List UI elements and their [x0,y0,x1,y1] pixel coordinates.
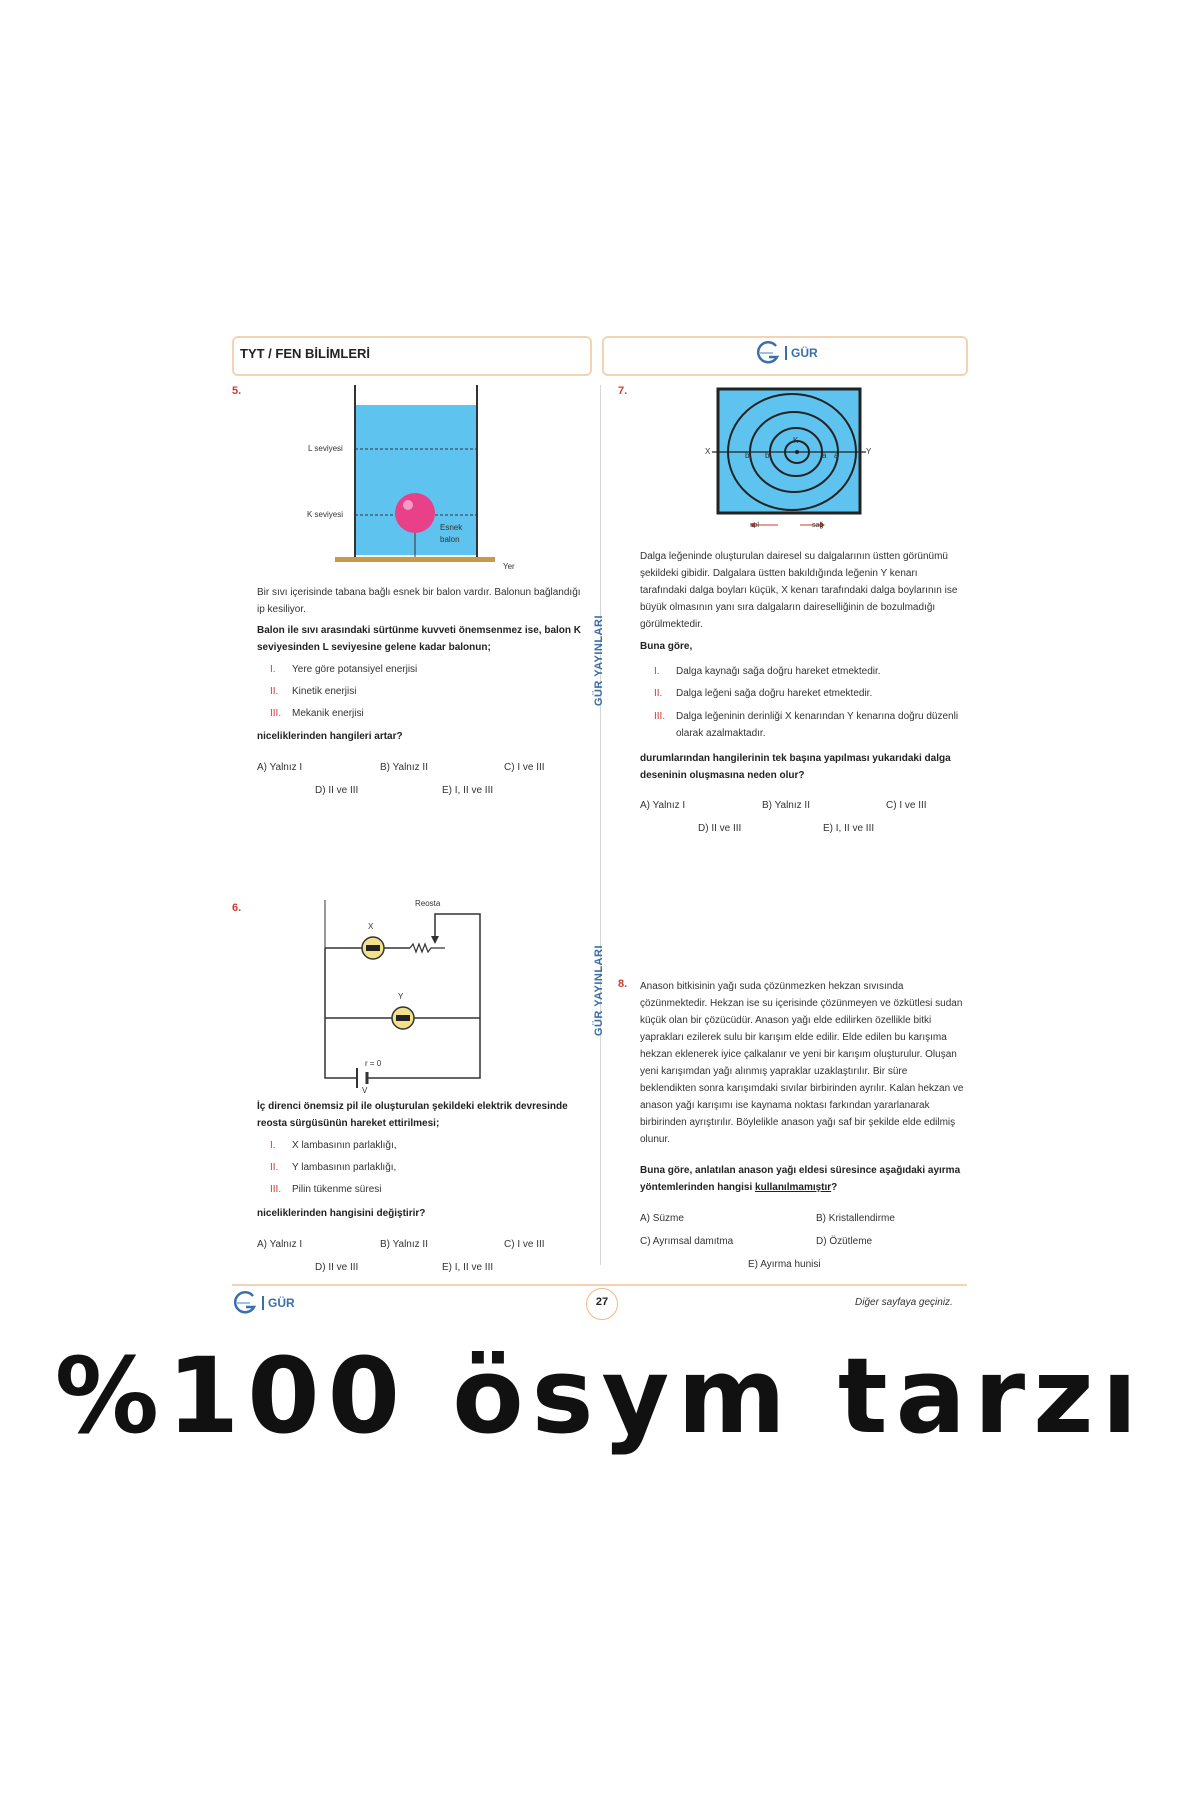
q6-v-label: V [362,1086,368,1095]
q6-reosta-label: Reosta [415,899,441,908]
q7-option-d[interactable]: D) II ve III [698,823,742,834]
q5-l-level: L seviyesi [308,444,343,453]
q8-option-a[interactable]: A) Süzme [640,1213,684,1224]
q6-r-label: r = 0 [365,1059,382,1068]
logo-g-icon [755,340,781,366]
q7-y-label: Y [866,447,872,456]
page-number: 27 [595,1296,609,1308]
list-item: III. Pilin tükenme süresi [270,1184,382,1195]
q5-k-level: K seviyesi [307,510,344,519]
balloon-icon [395,493,435,533]
q6-x-label: X [368,922,374,931]
q5-number: 5. [232,385,242,397]
q8-option-d[interactable]: D) Özütleme [816,1236,873,1247]
q7-b1-label: b [745,451,750,460]
q7-left-label: sol [750,522,759,529]
q6-option-e[interactable]: E) I, II ve III [442,1262,494,1273]
q7-k-label: K [793,436,799,445]
q7-a2-label: a [834,451,839,460]
q7-option-c[interactable]: C) I ve III [886,800,927,811]
q8-option-c[interactable]: C) Ayrımsal damıtma [640,1236,734,1247]
q5-option-d[interactable]: D) II ve III [315,785,359,796]
q6-y-label: Y [398,992,404,1001]
q5-balloon-label: Esnek balon [440,523,463,544]
list-item: III. Dalga leğeninin derinliği X kenarından Y kenarına doğru düzenli olarak azalmaktadır. [654,711,959,739]
q6-option-d[interactable]: D) II ve III [315,1262,359,1273]
list-item: II. Dalga leğeni sağa doğru hareket etmektedir. [654,688,873,699]
q7-lead: Buna göre, [640,641,693,652]
q7-a1-label: a [822,451,827,460]
list-item: II. Kinetik enerjisi [270,686,357,697]
q7-number: 7. [618,385,628,397]
q7-question: durumlarından hangilerinin tek başına yapılması yukarıdaki dalga deseninin oluşmasına neden olur? [640,753,951,781]
q6-bold: İç direnci önemsiz pil ile oluşturulan şekildeki elektrik devresinde reosta sürgüsünün hareket ettirilmesi; [257,1101,568,1129]
q6-question: niceliklerinden hangisini değiştirir? [257,1208,426,1219]
footer-logo [232,1290,295,1316]
list-item: I. X lambasının parlaklığı, [270,1140,397,1151]
q5-figure [295,385,515,580]
footer-line [232,1284,967,1286]
q7-option-a[interactable]: A) Yalnız I [640,800,686,811]
q6-option-b[interactable]: B) Yalnız II [380,1239,428,1250]
list-item: II. Y lambasının parlaklığı, [270,1162,397,1173]
q5-items [270,659,417,725]
q8-number: 8. [618,978,628,990]
banner-text: %100 ösym tarzı [54,1335,1146,1457]
next-page-note: Diğer sayfaya geçiniz. [855,1297,953,1308]
q7-wave-figure [700,385,880,535]
list-item: III. Mekanik enerjisi [270,708,364,719]
list-item: I. Yere göre potansiyel enerjisi [270,664,418,675]
q5-option-a[interactable]: A) Yalnız I [257,762,303,773]
q6-option-c[interactable]: C) I ve III [504,1239,545,1250]
side-logo-top: GÜR YAYINLARI [593,615,605,707]
q7-items [654,661,966,742]
q5-text: Bir sıvı içerisinde tabana bağlı esnek bir balon vardır. Balonun bağlandığı ip kesiliyor. [257,587,581,615]
header-logo [755,340,818,366]
q7-option-e[interactable]: E) I, II ve III [823,823,875,834]
logo-g-icon [232,1290,258,1316]
q5-bold: Balon ile sıvı arasındaki sürtünme kuvveti önemsenmez ise, balon K seviyesinden L seviyesine gelene kadar balonun; [257,625,581,653]
q7-b2-label: b [765,451,770,460]
q5-option-b[interactable]: B) Yalnız II [380,762,428,773]
q5-question: niceliklerinden hangileri artar? [257,731,403,742]
q5-option-c[interactable]: C) I ve III [504,762,545,773]
q5-ground-label: Yer [503,562,515,571]
q7-right-label: sağ [812,522,824,529]
q6-number: 6. [232,902,242,914]
subject-title: TYT / FEN BİLİMLERİ [240,346,370,361]
q8-option-e[interactable]: E) Ayırma hunisi [748,1259,821,1270]
q7-x-label: X [705,447,711,456]
q7-text: Dalga leğeninde oluşturulan dairesel su dalgalarının üstten görünümü şekildeki gibidir. Dalgalara üstten bakıldığında leğenin Y kenarı tarafındaki dalga boyları küçük, X kenarı tarafındaki dalga boylarının ise büyük olmasının yanı sıra dalgaların daireselliğinin de bozulmadığı görülmektedir. [640,551,958,630]
q8-text: Anason bitkisinin yağı suda çözünmezken hekzan sıvısında çözünmektedir. Hekzan ise su içerisinde çözünmeyen ve özkütlesi sudan küçük olan bir çözücüdür. Anason yağı elde edilirken özellikle bitki yaprakları ezilerek sulu bir karışım elde edilir. Elde edilen bu karışıma hekzan eklenerek iyice çalkalanır ve yeni bir karışım oluşturulur. Oluşan yeni karışımdan yağı alınmış yapraklar uzaklaştırılır. Bir süre beklendikten sonra karışımdaki sıvılar birbirinden ayrılır. Kalan hekzan ve anason yağı karışımı ise kaynama noktası farkından yararlanarak birbirinden ayrıştırılır. Böylelikle anason yağı saf bir şekilde elde edilmiş olunur. [640,981,964,1145]
q6-items [270,1135,397,1201]
q5-option-e[interactable]: E) I, II ve III [442,785,494,796]
logo-text: GÜR [262,1296,295,1310]
q7-option-b[interactable]: B) Yalnız II [762,800,810,811]
logo-text: GÜR [785,346,818,360]
q8-question: Buna göre, anlatılan anason yağı eldesi süresince aşağıdaki ayırma yöntemlerinden hangisi kullanılmamıştır? [640,1165,961,1193]
q8-option-b[interactable]: B) Kristallendirme [816,1213,895,1224]
column-divider [600,385,601,1265]
q6-option-a[interactable]: A) Yalnız I [257,1239,303,1250]
side-logo-bottom: GÜR YAYINLARI [593,945,605,1037]
list-item: I. Dalga kaynağı sağa doğru hareket etmektedir. [654,666,881,677]
